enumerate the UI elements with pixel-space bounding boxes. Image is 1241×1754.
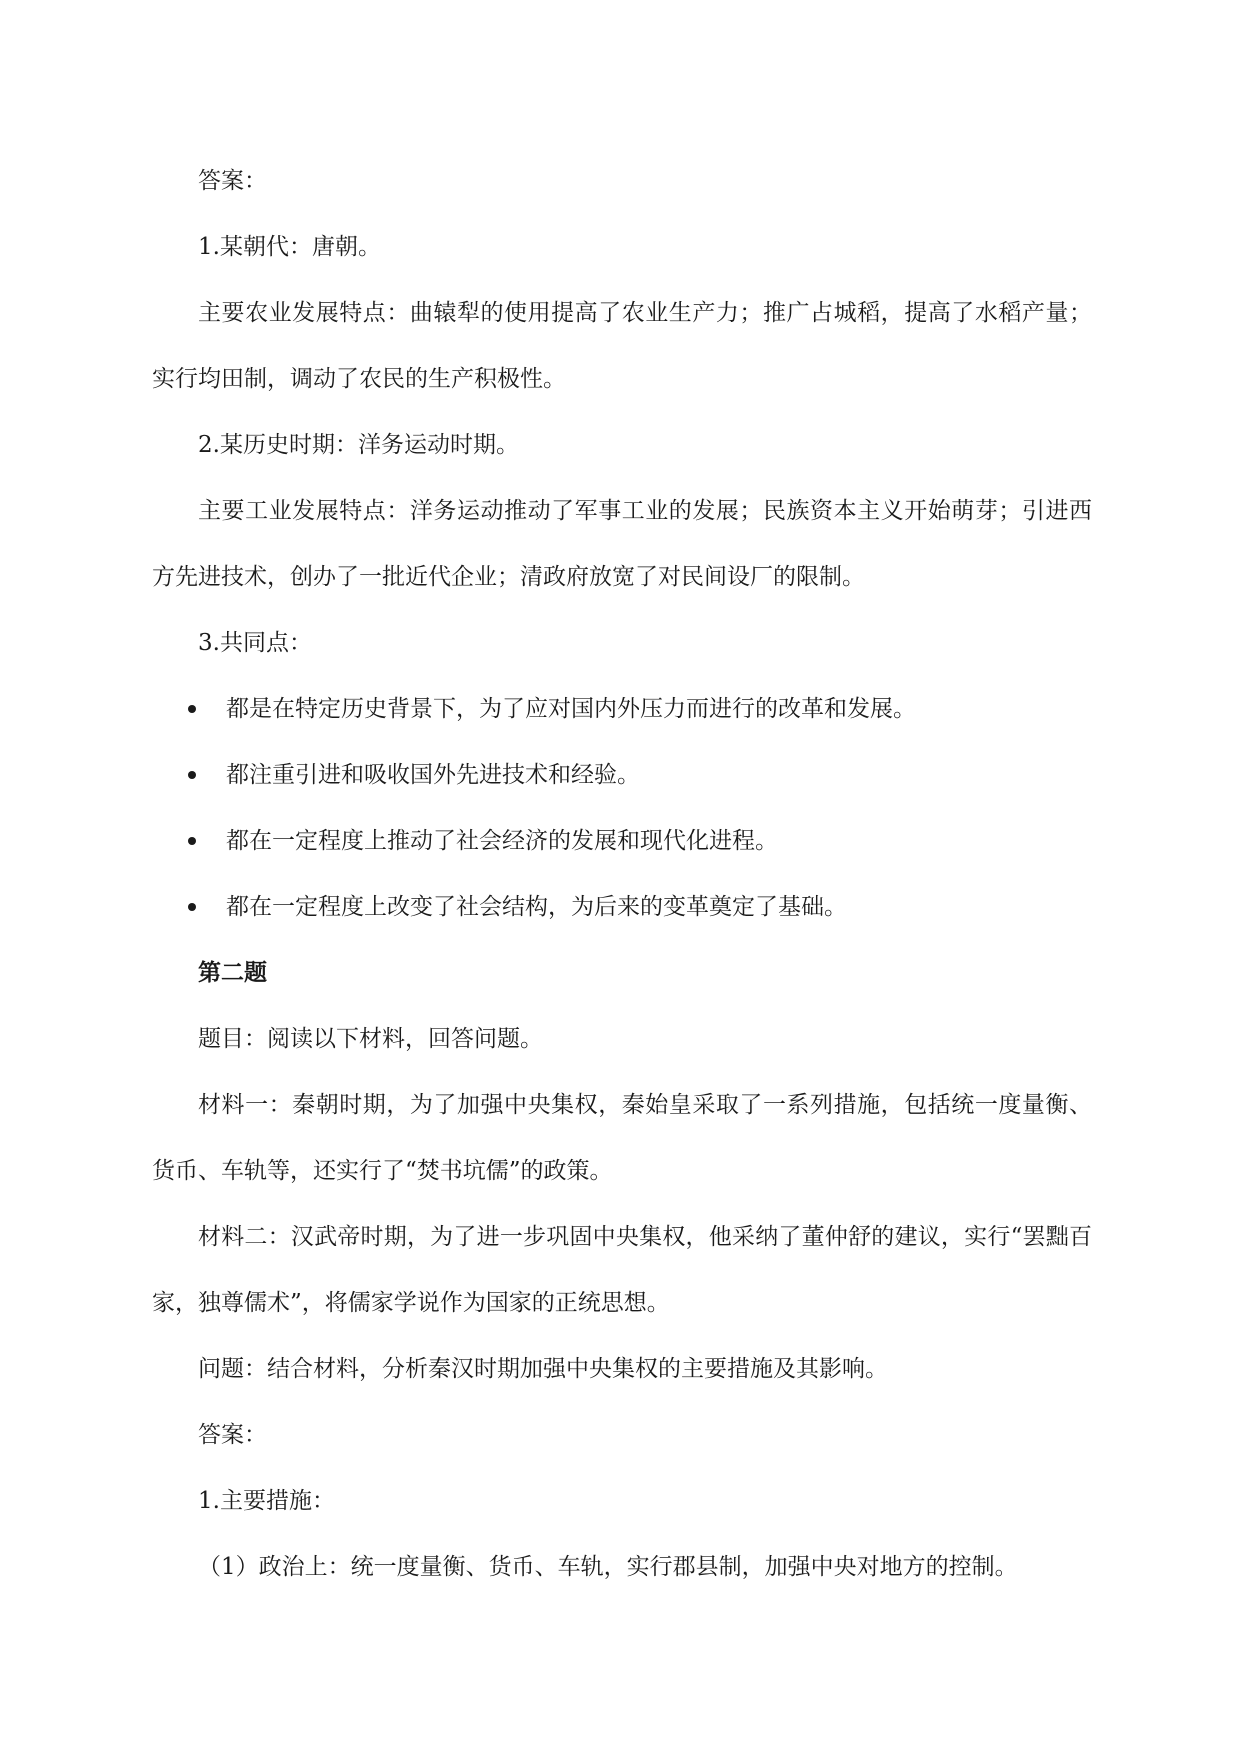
- material-two: 材料二：汉武帝时期，为了进一步巩固中央集权，他采纳了董仲舒的建议，实行“罢黜百家，独尊儒术”，将儒家学说作为国家的正统思想。: [152, 1224, 1092, 1316]
- list-item-text: 都在一定程度上改变了社会结构，为后来的变革奠定了基础。: [226, 894, 847, 920]
- list-item: [152, 742, 1092, 808]
- period-line: 2.某历史时期：洋务运动时期。: [198, 432, 519, 458]
- bullet-icon: [188, 705, 196, 713]
- list-item: [152, 874, 1092, 940]
- bullet-icon: [188, 903, 196, 911]
- industry-features: 主要工业发展特点：洋务运动推动了军事工业的发展；民族资本主义开始萌芽；引进西方先进技术，创办了一批近代企业；清政府放宽了对民间设厂的限制。: [152, 498, 1092, 590]
- list-item-text: 都在一定程度上推动了社会经济的发展和现代化进程。: [226, 828, 778, 854]
- material-one: 材料一：秦朝时期，为了加强中央集权，秦始皇采取了一系列措施，包括统一度量衡、货币、车轨等，还实行了“焚书坑儒”的政策。: [152, 1092, 1092, 1184]
- political-measures: （1）政治上：统一度量衡、货币、车轨，实行郡县制，加强中央对地方的控制。: [198, 1554, 1018, 1580]
- main-measures-label: 1.主要措施：: [198, 1488, 335, 1514]
- dynasty-line: 1.某朝代：唐朝。: [198, 234, 381, 260]
- document-body: [152, 148, 1092, 1600]
- agriculture-features: 主要农业发展特点：曲辕犁的使用提高了农业生产力；推广占城稻，提高了水稻产量；实行均田制，调动了农民的生产积极性。: [152, 300, 1092, 392]
- question-intro: 题目：阅读以下材料，回答问题。: [198, 1026, 543, 1052]
- list-item: [152, 808, 1092, 874]
- common-points-label: 3.共同点：: [198, 630, 312, 656]
- bullet-icon: [188, 837, 196, 845]
- common-points-list: [152, 676, 1092, 940]
- list-item-text: 都注重引进和吸收国外先进技术和经验。: [226, 762, 640, 788]
- section-heading: 第二题: [198, 959, 267, 986]
- list-item: [152, 676, 1092, 742]
- bullet-icon: [188, 771, 196, 779]
- question-text: 问题：结合材料，分析秦汉时期加强中央集权的主要措施及其影响。: [198, 1356, 888, 1382]
- list-item-text: 都是在特定历史背景下，为了应对国内外压力而进行的改革和发展。: [226, 696, 916, 722]
- answer-label-2: 答案：: [198, 1422, 267, 1448]
- answer-label-1: 答案：: [198, 168, 267, 194]
